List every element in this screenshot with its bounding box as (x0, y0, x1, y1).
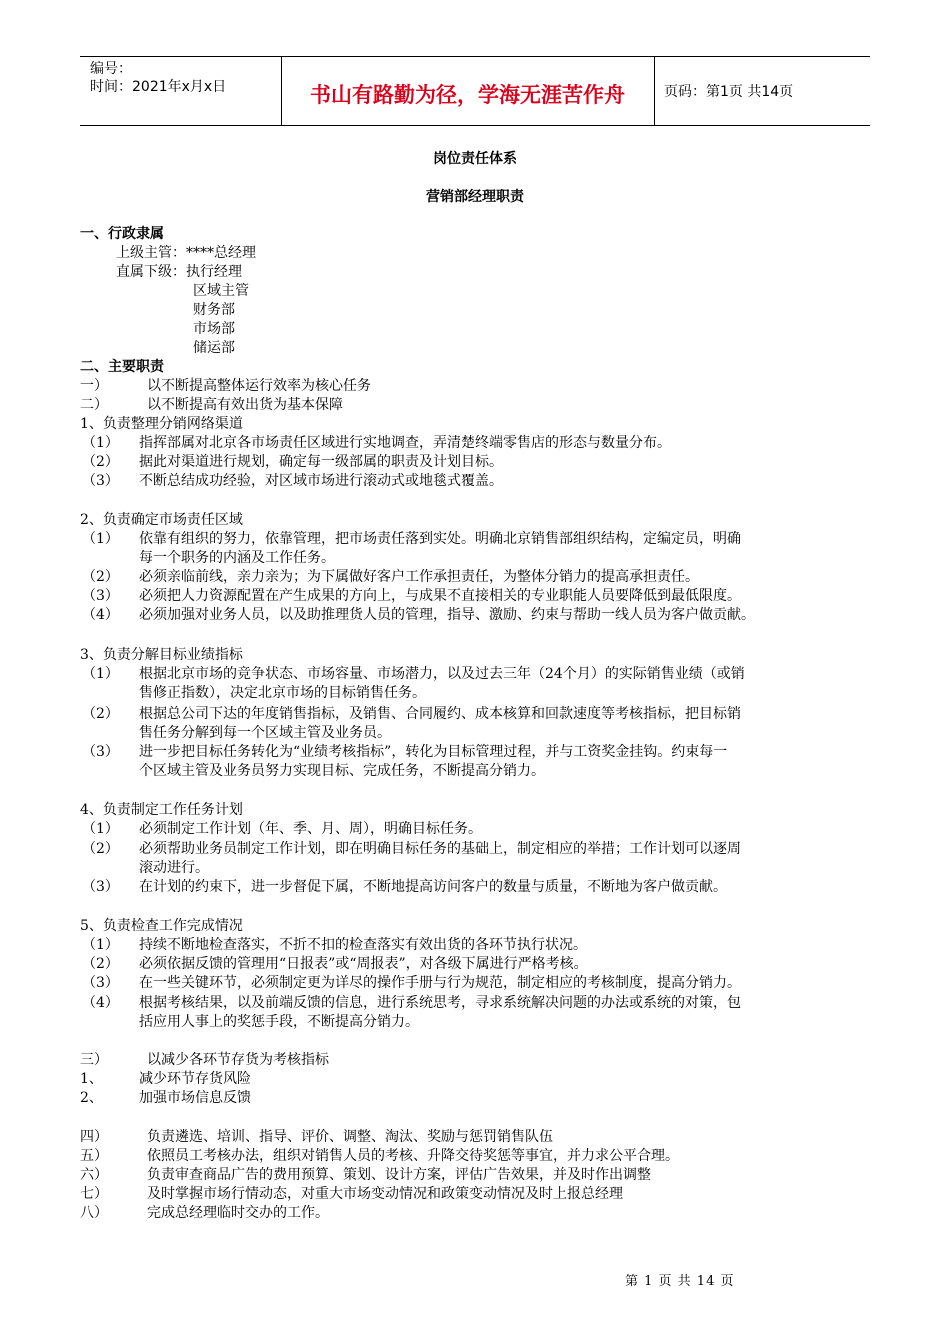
group-title: 2、负责确定市场责任区域 (80, 512, 243, 528)
section-heading: 一、行政隶属 (80, 226, 164, 242)
item-number: （4） (82, 995, 119, 1011)
item-text: 根据总公司下达的年度销售指标，及销售、合同履约、成本核算和回款速度等考核指标，把目标销 (139, 706, 741, 722)
item-text: 减少环节存货风险 (139, 1071, 251, 1087)
subordinate-item: 财务部 (193, 302, 235, 318)
item-number: （3） (82, 879, 119, 895)
item-text: 必须加强对业务人员，以及助推理货人员的管理，指导、激励、约束与帮助一线人员为客户做贡献。 (139, 607, 755, 623)
item-text-cont: 售修正指数），决定北京市场的目标销售任务。 (139, 685, 426, 701)
item-number: （4） (82, 607, 119, 623)
group-title: 3、负责分解目标业绩指标 (80, 647, 243, 663)
item-number: （3） (82, 588, 119, 604)
item-number: （2） (82, 706, 119, 722)
document-title: 岗位责任体系 (433, 151, 517, 167)
item-text: 进一步把目标任务转化为“业绩考核指标”，转化为目标管理过程，并与工资奖金挂钩。约束每一 (139, 744, 728, 760)
item-text: 以减少各环节存货为考核指标 (147, 1052, 329, 1068)
item-number: （3） (82, 975, 119, 991)
group-title: 1、负责整理分销网络渠道 (80, 416, 243, 432)
item-number: 1、 (80, 1071, 103, 1087)
item-number: （1） (82, 435, 119, 451)
item-text: 完成总经理临时交办的工作。 (147, 1205, 329, 1221)
item-text: 依照员工考核办法，组织对销售人员的考核、升降交待奖惩等事宜，并力求公平合理。 (147, 1148, 679, 1164)
item-text: 必须亲临前线，亲力亲为；为下属做好客户工作承担责任，为整体分销力的提高承担责任。 (139, 569, 699, 585)
page-header (80, 56, 870, 126)
superior-line: 上级主管：****总经理 (116, 245, 256, 261)
item-text: 负责遴选、培训、指导、评价、调整、淘汰、奖励与惩罚销售队伍 (147, 1129, 553, 1145)
subordinate-item: 区域主管 (193, 283, 249, 299)
header-motto: 书山有路勤为径，学海无涯苦作舟 (310, 83, 625, 107)
item-text: 负责审查商品广告的费用预算、策划、设计方案，评估广告效果，并及时作出调整 (147, 1167, 651, 1183)
item-text: 持续不断地检查落实，不折不扣的检查落实有效出货的各环节执行状况。 (139, 937, 587, 953)
item-text: 据此对渠道进行规划，确定每一级部属的职责及计划目标。 (139, 454, 503, 470)
item-text: 以不断提高有效出货为基本保障 (147, 397, 343, 413)
header-divider (654, 57, 655, 125)
item-number: （1） (82, 666, 119, 682)
item-number: 八） (80, 1205, 108, 1221)
group-title: 5、负责检查工作完成情况 (80, 918, 243, 934)
item-number: （1） (82, 937, 119, 953)
item-text: 必须依据反馈的管理用“日报表”或“周报表”，对各级下属进行严格考核。 (139, 956, 588, 972)
item-text: 以不断提高整体运行效率为核心任务 (147, 378, 371, 394)
item-text-cont: 个区域主管及业务员努力实现目标、完成任务，不断提高分销力。 (139, 763, 545, 779)
item-number: 六） (80, 1167, 108, 1183)
item-text: 在计划的约束下，进一步督促下属，不断地提高访问客户的数量与质量，不断地为客户做贡献。 (139, 879, 727, 895)
header-meta (90, 60, 226, 96)
group-title: 4、负责制定工作任务计划 (80, 802, 243, 818)
item-text: 根据北京市场的竞争状态、市场容量、市场潜力，以及过去三年（24个月）的实际销售业绩（或销 (139, 666, 745, 682)
page-footer: 第 1 页 共 14 页 (625, 1274, 735, 1289)
item-text: 不断总结成功经验，对区域市场进行滚动式或地毯式覆盖。 (139, 473, 503, 489)
item-text-cont: 售任务分解到每一个区域主管及业务员。 (139, 725, 391, 741)
doc-number-label: 编号： (90, 61, 132, 77)
item-number: 二） (80, 397, 108, 413)
item-text-cont: 括应用人事上的奖惩手段，不断提高分销力。 (139, 1014, 419, 1030)
item-number: 2、 (80, 1090, 103, 1106)
subordinate-item: 市场部 (193, 321, 235, 337)
item-text: 必须帮助业务员制定工作计划，即在明确目标任务的基础上，制定相应的举措；工作计划可以逐周 (139, 841, 741, 857)
item-number: （1） (82, 531, 119, 547)
item-text: 在一些关键环节，必须制定更为详尽的操作手册与行为规范，制定相应的考核制度，提高分销力。 (139, 975, 741, 991)
item-text-cont: 每一个职务的内涵及工作任务。 (139, 550, 335, 566)
item-text: 必须把人力资源配置在产生成果的方向上，与成果不直接相关的专业职能人员要降低到最低限度。 (139, 588, 741, 604)
item-number: （2） (82, 454, 119, 470)
header-page-info: 页码：第1页 共14页 (664, 84, 794, 100)
doc-time-label: 时间：2021年x月x日 (90, 79, 227, 95)
section-heading: 二、主要职责 (80, 359, 164, 375)
item-number: 七） (80, 1186, 108, 1202)
item-number: （2） (82, 841, 119, 857)
item-number: （2） (82, 956, 119, 972)
document-subtitle: 营销部经理职责 (426, 189, 524, 205)
item-text: 加强市场信息反馈 (139, 1090, 251, 1106)
item-text: 指挥部属对北京各市场责任区域进行实地调查，弄清楚终端零售店的形态与数量分布。 (139, 435, 671, 451)
item-text: 依靠有组织的努力，依靠管理，把市场责任落到实处。明确北京销售部组织结构，定编定员，明确 (139, 531, 741, 547)
item-number: 四） (80, 1129, 108, 1145)
subordinate-item: 储运部 (193, 340, 235, 356)
item-number: （3） (82, 473, 119, 489)
item-number: 五） (80, 1148, 108, 1164)
item-number: （3） (82, 744, 119, 760)
item-number: （2） (82, 569, 119, 585)
item-number: 一） (80, 378, 108, 394)
subordinate-line: 直属下级：执行经理 (116, 264, 242, 280)
item-number: 三） (80, 1052, 108, 1068)
item-text: 必须制定工作计划（年、季、月、周），明确目标任务。 (139, 821, 482, 837)
item-text: 根据考核结果，以及前端反馈的信息，进行系统思考，寻求系统解决问题的办法或系统的对策，包 (139, 995, 741, 1011)
item-number: （1） (82, 821, 119, 837)
item-text: 及时掌握市场行情动态，对重大市场变动情况和政策变动情况及时上报总经理 (147, 1186, 623, 1202)
item-text-cont: 滚动进行。 (139, 860, 209, 876)
